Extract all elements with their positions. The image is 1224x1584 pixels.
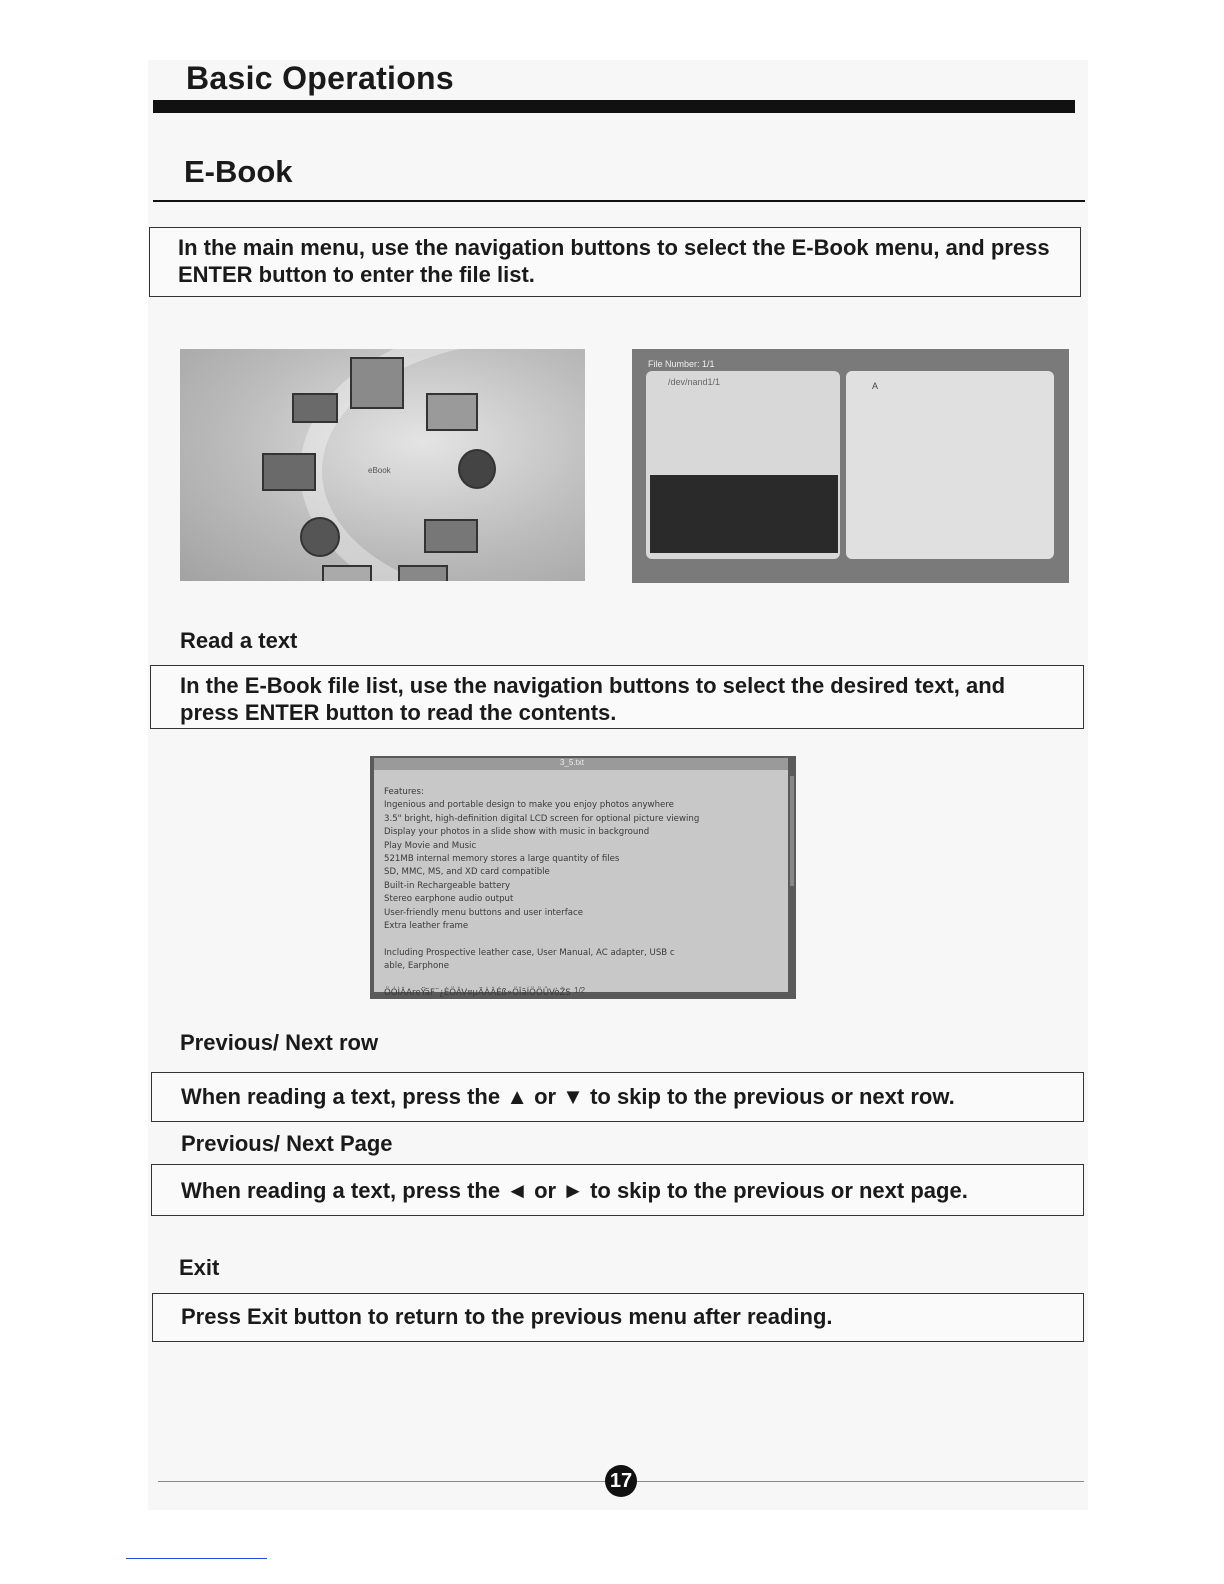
file-item: A	[872, 381, 879, 391]
exit-text: Press Exit button to return to the previous menu after reading.	[181, 1304, 833, 1329]
exit-heading: Exit	[179, 1255, 220, 1280]
media-icon	[424, 519, 478, 553]
file-list-screenshot	[632, 349, 1069, 583]
reader-line: SD, MMC, MS, and XD card compatible	[384, 867, 550, 878]
camera-icon	[426, 393, 478, 431]
prev-next-page-box	[151, 1164, 1084, 1216]
reader-line: User-friendly menu buttons and user interface	[384, 907, 584, 918]
reader-line	[384, 974, 699, 987]
clock-icon	[300, 517, 340, 557]
link-underline	[126, 1558, 267, 1559]
prev-next-page-heading: Previous/ Next Page	[181, 1131, 393, 1156]
subsection-rule	[153, 200, 1085, 202]
reader-line: Stereo earphone audio output	[384, 894, 514, 905]
monitor-icon	[262, 453, 316, 491]
prev-next-row-box	[151, 1072, 1084, 1122]
reader-scrollbar	[790, 776, 794, 886]
page-number: 17	[605, 1465, 637, 1497]
reader-line: 521MB internal memory stores a large quantity of files	[384, 854, 620, 865]
document-icon	[350, 357, 404, 409]
reader-lines	[384, 786, 699, 999]
reader-line: Including Prospective leather case, User Manual, AC adapter, USB c	[384, 947, 675, 958]
main-menu-screenshot	[180, 349, 585, 581]
file-pane	[846, 371, 1054, 559]
headphones-icon	[458, 449, 496, 489]
text-reader-screenshot	[370, 756, 796, 999]
preview-area	[650, 475, 838, 553]
section-title-bar	[153, 100, 1075, 113]
reader-line: Built-in Rechargeable battery	[384, 880, 511, 891]
section-title: Basic Operations	[186, 60, 455, 96]
reader-text-area	[374, 770, 788, 999]
folder-icon	[292, 393, 338, 423]
reader-line: Features:	[384, 787, 424, 797]
reader-line	[384, 933, 699, 946]
subsection-title: E-Book	[184, 154, 293, 189]
path-label: /dev/nand1/1	[668, 377, 721, 387]
menu-ebook-label: eBook	[368, 466, 391, 475]
calendar-icon	[322, 565, 372, 581]
read-text-description: In the E-Book file list, use the navigation buttons to select the desired text, and press ENTER button to read the contents.	[180, 673, 1006, 725]
reader-line: Play Movie and Music	[384, 840, 477, 851]
reader-line: ÖÓÌÂAreŸäF¨¿ÈÖÂV¤µÄÀÂÉß»ÖÎãÍÖÖÛVòŽS	[384, 988, 571, 999]
file-number-label: File Number: 1/1	[648, 359, 715, 369]
reader-file-name: 3_5.txt	[560, 758, 585, 767]
intro-box	[149, 227, 1081, 297]
exit-box	[152, 1293, 1084, 1342]
read-text-heading: Read a text	[180, 628, 298, 653]
reader-line: able, Earphone	[384, 961, 449, 972]
reader-line: Ingenious and portable design to make you enjoy photos anywhere	[384, 800, 674, 811]
settings-icon	[398, 565, 448, 581]
reader-page-indicator: 1/2	[574, 986, 586, 995]
prev-next-page-text: When reading a text, press the ◄ or ► to skip to the previous or next page.	[181, 1178, 968, 1203]
folder-pane	[646, 371, 840, 559]
prev-next-row-heading: Previous/ Next row	[180, 1030, 379, 1055]
intro-text: In the main menu, use the navigation buttons to select the E-Book menu, and press ENTER button to enter the file list.	[178, 235, 1050, 287]
reader-line: Extra leather frame	[384, 921, 469, 932]
reader-line: 3.5" bright, high-definition digital LCD screen for optional picture viewing	[384, 813, 700, 824]
reader-line: Display your photos in a slide show with music in background	[384, 827, 650, 838]
read-text-box	[150, 665, 1084, 729]
prev-next-row-text: When reading a text, press the ▲ or ▼ to skip to the previous or next row.	[181, 1084, 955, 1109]
